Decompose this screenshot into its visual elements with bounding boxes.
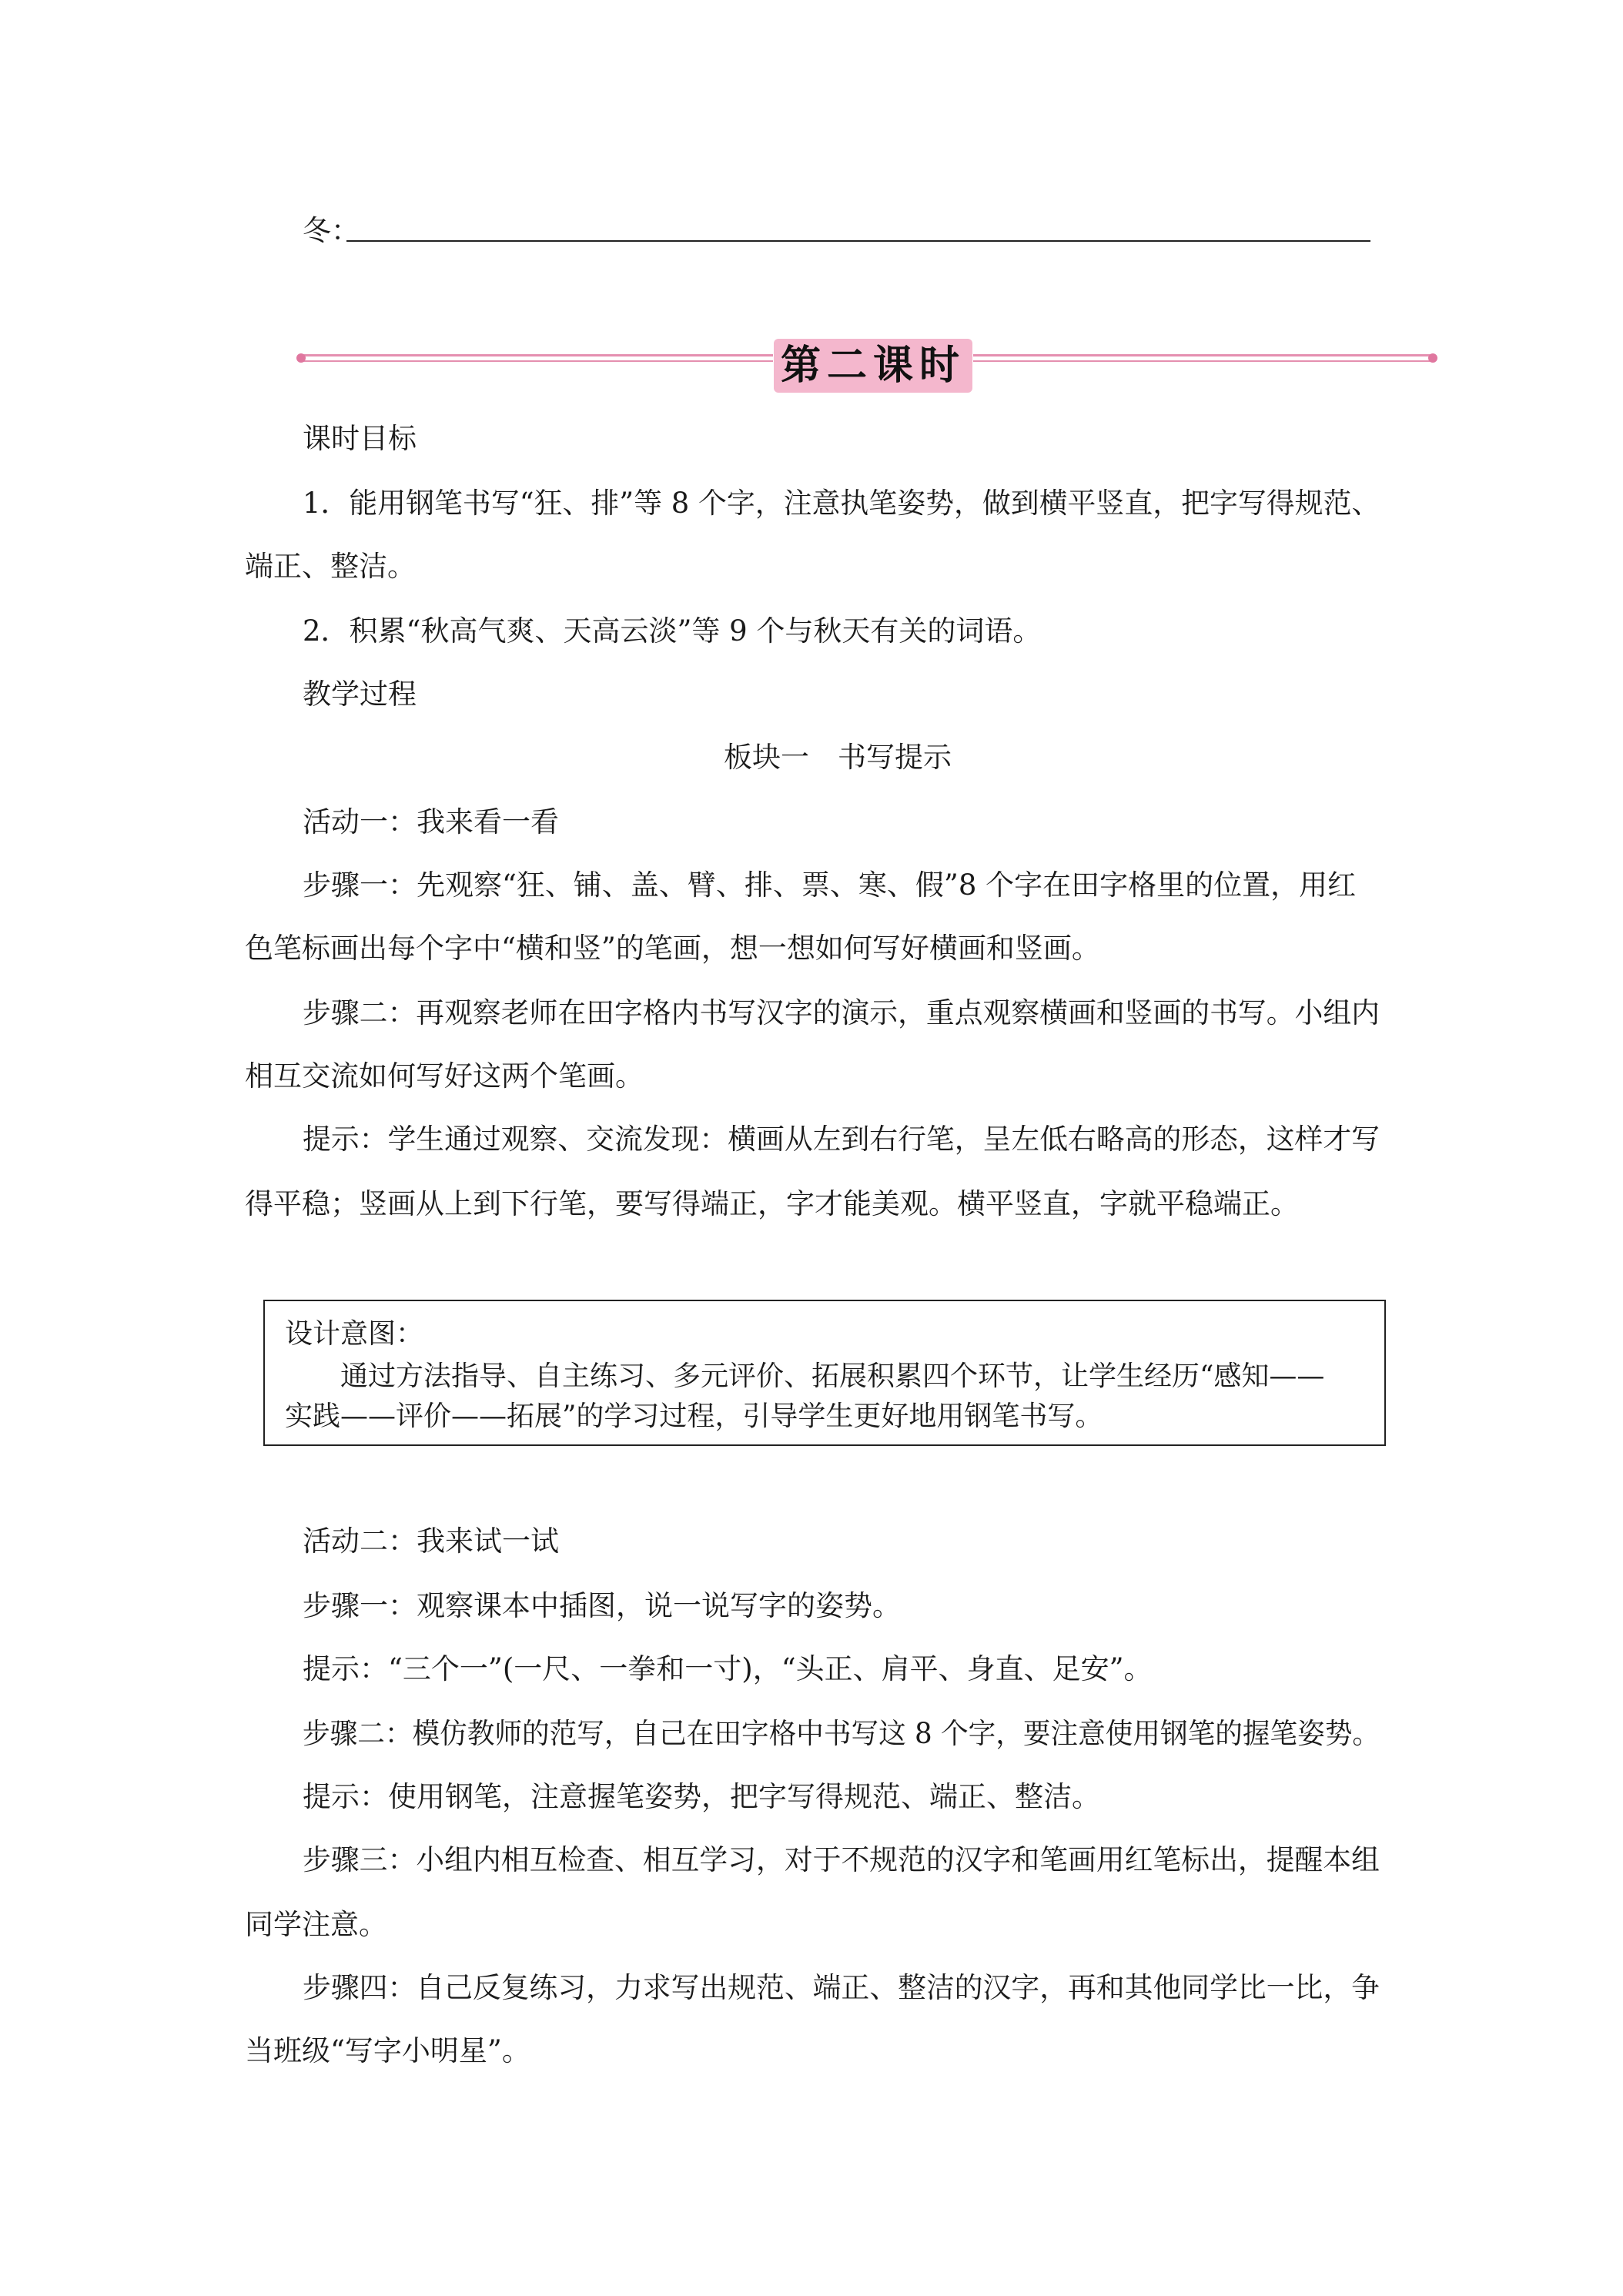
design-intent-label: 设计意图： [285,1318,424,1350]
section-rule-left [302,354,773,356]
activity-1-step-2-line-2: 相互交流如何写好这两个笔画。 [245,1059,644,1093]
activity-1-tip-line-1: 提示：学生通过观察、交流发现：横画从左到右行笔，呈左低右略高的形态，这样才写 [303,1123,1380,1156]
design-intent-line-1: 通过方法指导、自主练习、多元评价、拓展积累四个环节，让学生经历“感知—— [340,1361,1325,1392]
activity-2-step-1: 步骤一：观察课本中插图，说一说写字的姿势。 [303,1589,901,1622]
activity-2-step-4-line-1: 步骤四：自己反复练习，力求写出规范、端正、整洁的汉字，再和其他同学比一比，争 [303,1971,1380,2004]
activity-2-title: 活动二：我来试一试 [303,1525,559,1558]
activity-1-tip-line-2: 得平稳；竖画从上到下行笔，要写得端正，字才能美观。横平竖直，字就平稳端正。 [245,1187,1299,1220]
activity-2-tip-1: 提示：“三个一”(一尺、一拳和一寸)，“头正、肩平、身直、足安”。 [303,1652,1153,1685]
lesson-goals-heading: 课时目标 [303,422,417,455]
section-dot-left [296,353,306,363]
section-dot-right [1428,353,1437,363]
section-title: 第二课时 [774,339,972,393]
activity-1-title: 活动一：我来看一看 [303,805,559,838]
activity-2-step-3-line-2: 同学注意。 [245,1908,387,1941]
activity-1-step-1-line-1: 步骤一：先观察“狂、铺、盖、臂、排、票、寒、假”8 个字在田字格里的位置，用红 [303,869,1357,902]
winter-label: 冬： [303,214,360,247]
goal-1-line-2: 端正、整洁。 [245,550,416,583]
activity-2-tip-2: 提示：使用钢笔，注意握笔姿势，把字写得规范、端正、整洁。 [303,1780,1100,1813]
activity-1-step-2-line-1: 步骤二：再观察老师在田字格内书写汉字的演示，重点观察横画和竖画的书写。小组内 [303,996,1380,1029]
block-title: 板块一 书写提示 [724,741,952,774]
design-intent-line-2: 实践——评价——拓展”的学习过程，引导学生更好地用钢笔书写。 [285,1401,1103,1432]
activity-2-step-4-line-2: 当班级“写字小明星”。 [245,2034,530,2067]
section-rule-right [973,354,1432,356]
winter-answer-line[interactable] [346,240,1370,242]
activity-2-step-3-line-1: 步骤三：小组内相互检查、相互学习，对于不规范的汉字和笔画用红笔标出，提醒本组 [303,1843,1380,1876]
goal-1-line-1: 1．能用钢笔书写“狂、排”等 8 个字，注意执笔姿势，做到横平竖直，把字写得规范、 [303,487,1380,520]
goal-2: 2．积累“秋高气爽、天高云淡”等 9 个与秋天有关的词语。 [303,614,1042,648]
activity-2-step-2: 步骤二：模仿教师的范写，自己在田字格中书写这 8 个字，要注意使用钢笔的握笔姿势。 [303,1717,1380,1750]
process-heading: 教学过程 [303,678,417,711]
activity-1-step-1-line-2: 色笔标画出每个字中“横和竖”的笔画，想一想如何写好横画和竖画。 [245,932,1100,965]
